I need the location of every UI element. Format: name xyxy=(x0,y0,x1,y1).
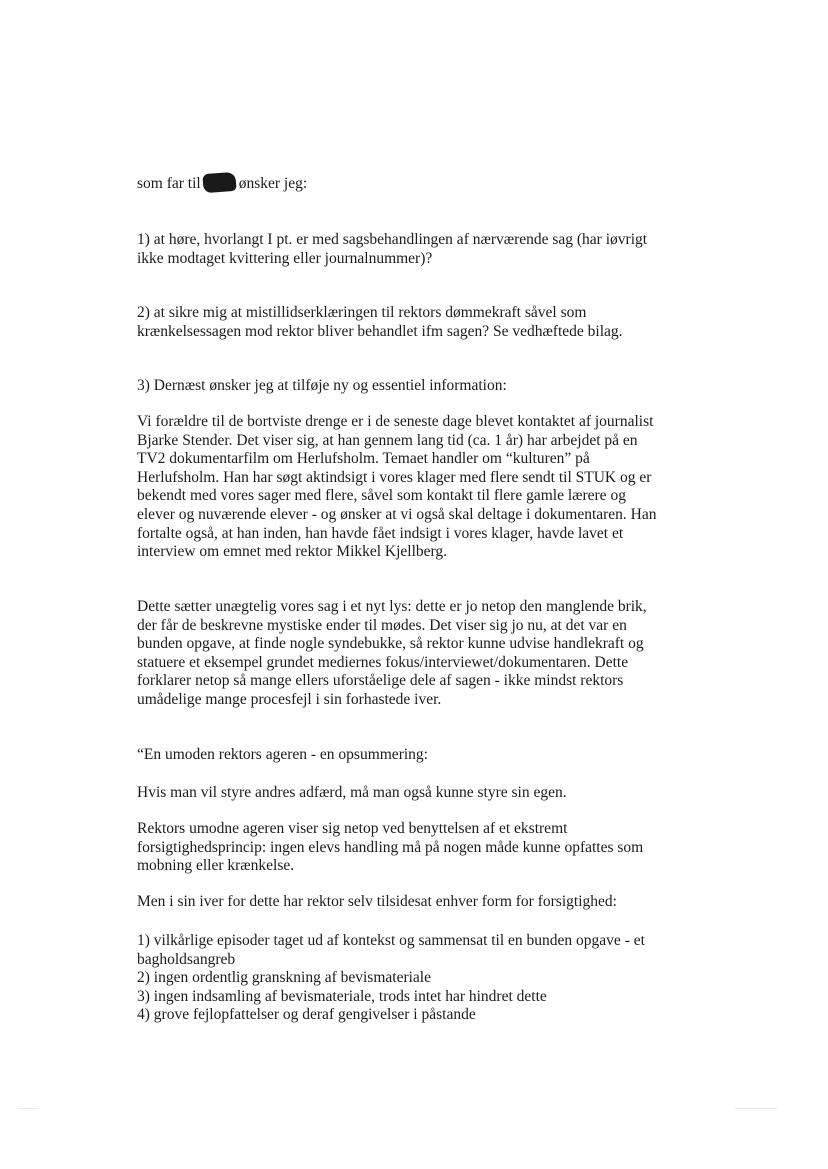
list-item: 4) grove fejlopfattelser og deraf gengivelser i påstande xyxy=(137,1006,476,1024)
text-line: 1) at høre, hvorlangt I pt. er med sagsbehandlingen af nærværende sag (har iøvrigt xyxy=(137,231,648,248)
list-item: 2) ingen ordentlig granskning af bevismateriale xyxy=(137,969,431,987)
quote-line-2 xyxy=(137,893,697,912)
list-item: bagholdsangreb xyxy=(137,950,236,968)
text-line: 2) at sikre mig at mistillidserklæringen til rektors dømmekraft såvel som xyxy=(137,304,587,321)
text-line: bunden opgave, at finde nogle syndebukke, så rektor kunne udvise handlekraft og xyxy=(137,635,644,653)
text-line: bekendt med vores sager med flere, såvel som kontakt til flere gamle lærere og xyxy=(137,487,626,505)
text-line: umådelige mange procesfejl i sin forhastede iver. xyxy=(137,690,442,708)
text-line: der får de beskrevne mystiske ender til mødes. Det viser sig jo nu, at det var en xyxy=(137,616,627,634)
text-line: forsigtighedsprincip: ingen elevs handling må på nogen måde kunne opfattes som xyxy=(137,838,644,856)
point-2 xyxy=(137,304,697,341)
text-line: Bjarke Stender. Det viser sig, at han gennem lang tid (ca. 1 år) har arbejdet på en xyxy=(137,431,638,449)
text-line: elever og nuværende elever - og ønsker at vi også skal deltage i dokumentaren. Han xyxy=(137,505,657,523)
scan-artifact xyxy=(735,1108,777,1109)
quote-heading xyxy=(137,746,697,765)
text-line: forklarer netop så mange ellers uforståelige dele af sagen - ikke mindst rektors xyxy=(137,672,624,690)
text-line: Dette sætter unægtelig vores sag i et nyt lys: dette er jo netop den manglende brik, xyxy=(137,598,647,615)
text-line: krænkelsessagen mod rektor bliver behandlet ifm sagen? Se vedhæftede bilag. xyxy=(137,322,623,340)
point-1 xyxy=(137,231,697,268)
list-item: 3) ingen indsamling af bevismateriale, trods intet har hindret dette xyxy=(137,987,547,1005)
text-line: statuere et eksempel grundet mediernes fokus/interviewet/dokumentaren. Dette xyxy=(137,653,629,671)
text-line: Rektors umodne ageren viser sig netop ved benyttelsen af et ekstremt xyxy=(137,820,568,837)
intro-text-after: ønsker jeg: xyxy=(238,175,308,192)
quote-paragraph xyxy=(137,820,697,876)
intro-line xyxy=(137,173,697,194)
text-line: ikke modtaget kvittering eller journalnummer)? xyxy=(137,249,433,267)
redaction-mark xyxy=(202,172,236,193)
text-line: 3) Dernæst ønsker jeg at tilføje ny og essentiel information: xyxy=(137,377,507,394)
scan-artifact xyxy=(18,1108,38,1109)
paragraph-new-light xyxy=(137,598,697,710)
numbered-list xyxy=(137,932,697,1025)
paragraph-journalist xyxy=(137,413,697,562)
text-line: “En umoden rektors ageren - en opsummering: xyxy=(137,746,428,763)
text-line: fortalte også, at han inden, han havde fået indsigt i vores klager, havde lavet et xyxy=(137,524,624,542)
text-line: Herlufsholm. Han har søgt aktindsigt i vores klager med flere sendt til STUK og er xyxy=(137,468,652,486)
text-line: Hvis man vil styre andres adfærd, må man også kunne styre sin egen. xyxy=(137,784,567,801)
text-line: TV2 dokumentarfilm om Herlufsholm. Temaet handler om “kulturen” på xyxy=(137,450,590,468)
list-item: 1) vilkårlige episoder taget ud af kontekst og sammensat til en bunden opgave - et xyxy=(137,932,645,949)
quote-line-1 xyxy=(137,784,697,803)
text-line: mobning eller krænkelse. xyxy=(137,857,295,875)
text-line: interview om emnet med rektor Mikkel Kjellberg. xyxy=(137,543,448,561)
intro-text-before: som far til xyxy=(137,175,201,192)
text-line: Men i sin iver for dette har rektor selv tilsidesat enhver form for forsigtighed: xyxy=(137,893,617,910)
text-line: Vi forældre til de bortviste drenge er i de seneste dage blevet kontaktet af journalist xyxy=(137,413,654,430)
point-3 xyxy=(137,377,697,396)
